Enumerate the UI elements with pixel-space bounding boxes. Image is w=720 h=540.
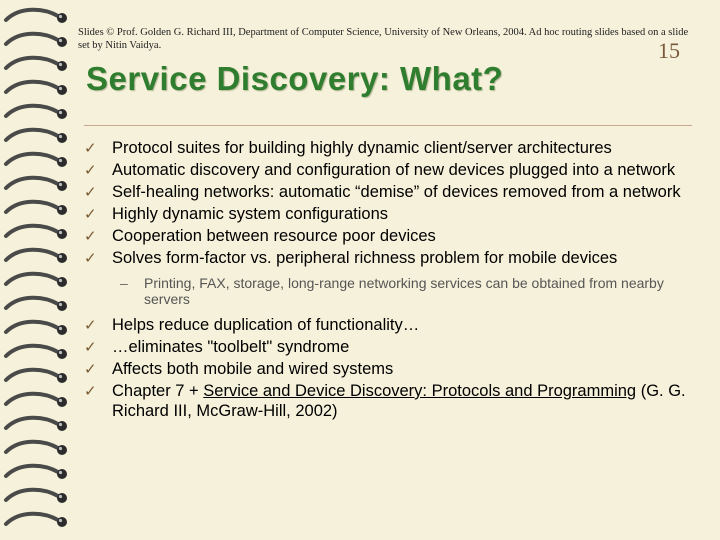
check-bullet-icon: ✓ [84, 205, 97, 223]
bullet-text: Automatic discovery and configuration of new devices plugged into a network [112, 161, 676, 179]
binding-hole-highlight [59, 279, 62, 282]
binding-hole-highlight [59, 183, 62, 186]
bullet-item [84, 381, 694, 421]
binding-hole [57, 205, 67, 215]
bullet-text: Solves form-factor vs. peripheral richness problem for mobile devices [112, 249, 618, 267]
spiral-binding-decoration [0, 0, 80, 540]
binding-hole [57, 517, 67, 527]
binding-hole-highlight [59, 207, 62, 210]
bullet-text-prefix: Chapter 7 + [112, 382, 204, 400]
check-bullet-icon: ✓ [84, 360, 97, 378]
binding-hole-highlight [59, 159, 62, 162]
binding-hole-highlight [59, 495, 62, 498]
bullet-item [84, 359, 694, 379]
bullet-item [84, 248, 694, 268]
bullet-text: Helps reduce duplication of functionality… [112, 316, 420, 334]
slide-body [84, 138, 694, 423]
bullet-item [84, 138, 694, 158]
book-link[interactable]: Service and Device Discovery: Protocols and Programming [203, 382, 637, 400]
check-bullet-icon: ✓ [84, 161, 97, 179]
binding-hole [57, 181, 67, 191]
slide-title: Service Discovery: What? [86, 60, 504, 97]
slide-number: 15 [658, 38, 680, 63]
binding-hole-highlight [59, 111, 62, 114]
binding-hole [57, 85, 67, 95]
bullet-text: …eliminates "toolbelt" syndrome [112, 338, 350, 356]
binding-hole-highlight [59, 255, 62, 258]
sub-bullet-text: Printing, FAX, storage, long-range networking services can be obtained from nearby servers [144, 275, 664, 307]
binding-hole-highlight [59, 399, 62, 402]
binding-hole-highlight [59, 447, 62, 450]
bullet-text-suffix: (G. G. Richard III, McGraw-Hill, 2002) [112, 382, 686, 420]
sub-bullet-item [84, 275, 694, 307]
binding-hole [57, 349, 67, 359]
binding-hole-highlight [59, 87, 62, 90]
check-bullet-icon: ✓ [84, 316, 97, 334]
binding-hole [57, 445, 67, 455]
binding-hole [57, 469, 67, 479]
bullet-text: Cooperation between resource poor devices [112, 227, 436, 245]
check-bullet-icon: ✓ [84, 183, 97, 201]
check-bullet-icon: ✓ [84, 227, 97, 245]
binding-hole [57, 301, 67, 311]
binding-hole [57, 13, 67, 23]
bullet-item [84, 182, 694, 202]
binding-hole [57, 493, 67, 503]
binding-hole-highlight [59, 471, 62, 474]
binding-hole [57, 253, 67, 263]
binding-hole [57, 277, 67, 287]
binding-hole-highlight [59, 15, 62, 18]
dash-marker: – [120, 275, 128, 291]
binding-hole [57, 157, 67, 167]
check-bullet-icon: ✓ [84, 382, 97, 400]
binding-hole [57, 61, 67, 71]
binding-hole [57, 325, 67, 335]
binding-hole [57, 397, 67, 407]
binding-hole-highlight [59, 351, 62, 354]
binding-hole-highlight [59, 231, 62, 234]
bullet-item [84, 315, 694, 335]
check-bullet-icon: ✓ [84, 249, 97, 267]
binding-hole [57, 229, 67, 239]
binding-hole-highlight [59, 423, 62, 426]
bullet-item [84, 160, 694, 180]
binding-hole-highlight [59, 303, 62, 306]
bullet-item [84, 337, 694, 357]
slide-credit: Slides © Prof. Golden G. Richard III, Department of Computer Science, University of New Orleans, 2004. Ad hoc routing slides based on a slide set by Nitin Vaidya. [78, 27, 689, 51]
binding-hole [57, 37, 67, 47]
bullet-item [84, 226, 694, 246]
title-divider [84, 125, 692, 126]
binding-hole [57, 373, 67, 383]
binding-hole-highlight [59, 375, 62, 378]
binding-hole-highlight [59, 519, 62, 522]
binding-hole-highlight [59, 327, 62, 330]
check-bullet-icon: ✓ [84, 338, 97, 356]
binding-hole [57, 421, 67, 431]
check-bullet-icon: ✓ [84, 139, 97, 157]
bullet-text: Affects both mobile and wired systems [112, 360, 394, 378]
bullet-text: Protocol suites for building highly dynamic client/server architectures [112, 139, 612, 157]
binding-hole-highlight [59, 39, 62, 42]
binding-hole [57, 109, 67, 119]
binding-hole-highlight [59, 63, 62, 66]
bullet-text: Highly dynamic system configurations [112, 205, 389, 223]
bullet-item [84, 204, 694, 224]
bullet-text: Self-healing networks: automatic “demise” of devices removed from a network [112, 183, 681, 201]
binding-hole-highlight [59, 135, 62, 138]
binding-hole [57, 133, 67, 143]
